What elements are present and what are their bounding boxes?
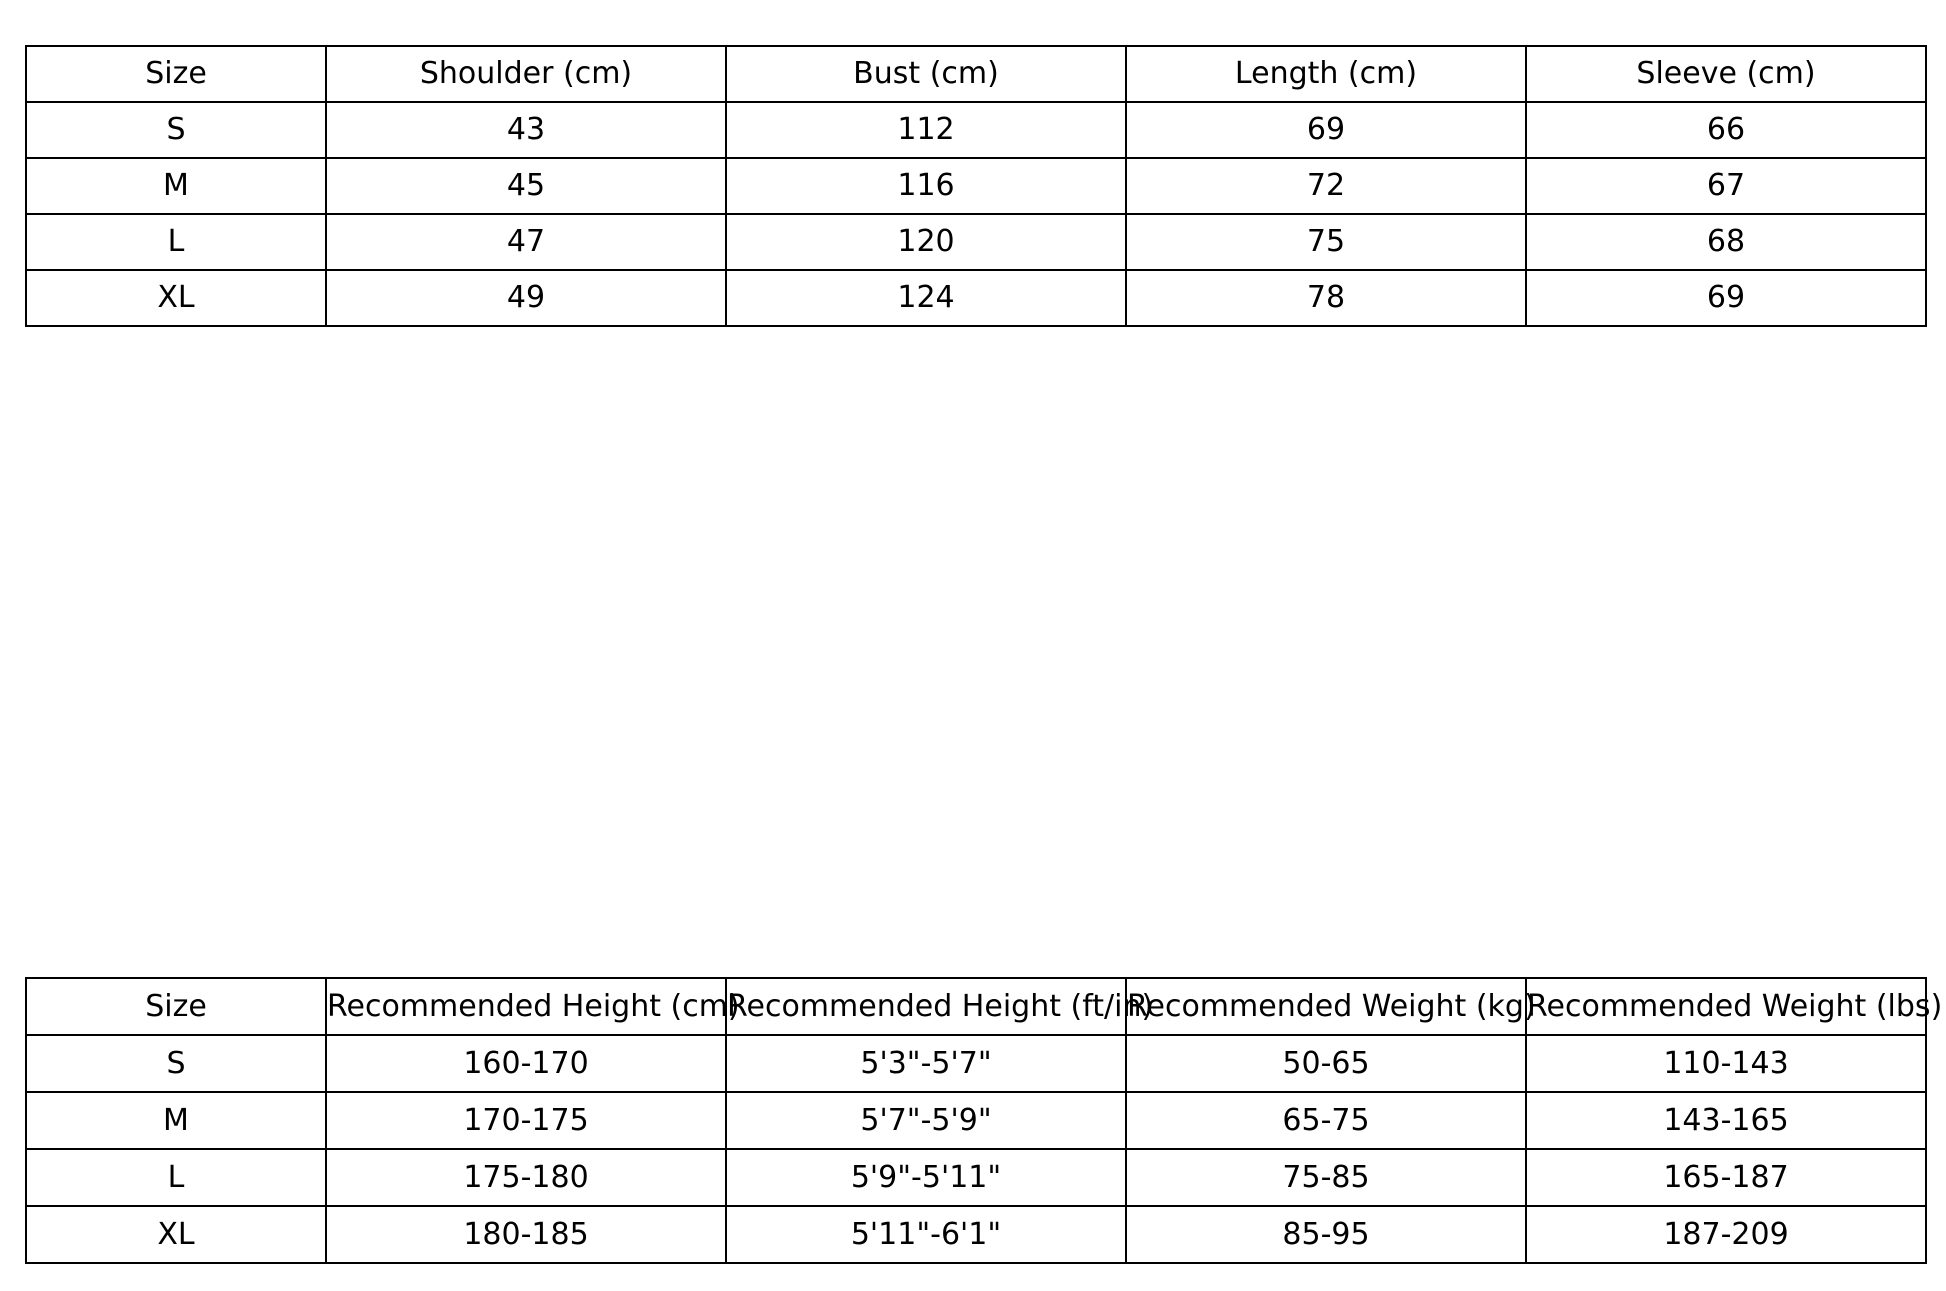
cell-weight-lbs: 187-209 bbox=[1526, 1206, 1926, 1263]
column-header-height-ftin bbox=[726, 978, 1154, 1035]
column-header-weight-lbs-label: Recommended Weight (lbs) bbox=[1527, 988, 1943, 1024]
cell-weight-lbs: 165-187 bbox=[1526, 1149, 1926, 1206]
cell-shoulder: 47 bbox=[326, 214, 726, 270]
table-row bbox=[26, 1092, 1926, 1149]
column-header-length: Length (cm) bbox=[1126, 46, 1526, 102]
cell-height-ftin: 5'11"-6'1" bbox=[726, 1206, 1126, 1263]
cell-length: 75 bbox=[1126, 214, 1526, 270]
cell-length: 72 bbox=[1126, 158, 1526, 214]
cell-sleeve: 68 bbox=[1526, 214, 1926, 270]
cell-weight-kg: 75-85 bbox=[1126, 1149, 1526, 1206]
table-row bbox=[26, 102, 1926, 158]
cell-sleeve: 67 bbox=[1526, 158, 1926, 214]
cell-sleeve: 69 bbox=[1526, 270, 1926, 326]
cell-size: XL bbox=[26, 270, 326, 326]
column-header-weight-lbs bbox=[1526, 978, 1943, 1035]
cell-height-ftin: 5'7"-5'9" bbox=[726, 1092, 1126, 1149]
cell-shoulder: 43 bbox=[326, 102, 726, 158]
table-row bbox=[26, 1149, 1926, 1206]
cell-weight-lbs: 110-143 bbox=[1526, 1035, 1926, 1092]
column-header-bust: Bust (cm) bbox=[726, 46, 1126, 102]
table-row bbox=[26, 158, 1926, 214]
column-header-weight-kg bbox=[1126, 978, 1536, 1035]
garment-measurements-table bbox=[25, 45, 1927, 327]
cell-size: M bbox=[26, 158, 326, 214]
cell-height-cm: 170-175 bbox=[326, 1092, 726, 1149]
cell-bust: 120 bbox=[726, 214, 1126, 270]
cell-weight-kg: 85-95 bbox=[1126, 1206, 1526, 1263]
column-header-size bbox=[26, 978, 326, 1035]
cell-height-cm: 180-185 bbox=[326, 1206, 726, 1263]
column-header-height-cm-label: Recommended Height (cm) bbox=[327, 988, 740, 1024]
column-header-sleeve: Sleeve (cm) bbox=[1526, 46, 1926, 102]
cell-height-ftin: 5'3"-5'7" bbox=[726, 1035, 1126, 1092]
table-header-row bbox=[26, 46, 1926, 102]
column-header-height-cm bbox=[326, 978, 740, 1035]
cell-size: S bbox=[26, 102, 326, 158]
cell-size: L bbox=[26, 214, 326, 270]
cell-length: 69 bbox=[1126, 102, 1526, 158]
cell-bust: 124 bbox=[726, 270, 1126, 326]
cell-bust: 112 bbox=[726, 102, 1126, 158]
cell-shoulder: 45 bbox=[326, 158, 726, 214]
column-header-size: Size bbox=[26, 46, 326, 102]
table-row bbox=[26, 1035, 1926, 1092]
cell-height-cm: 160-170 bbox=[326, 1035, 726, 1092]
cell-sleeve: 66 bbox=[1526, 102, 1926, 158]
cell-size: M bbox=[26, 1092, 326, 1149]
cell-length: 78 bbox=[1126, 270, 1526, 326]
cell-height-cm: 175-180 bbox=[326, 1149, 726, 1206]
cell-size: S bbox=[26, 1035, 326, 1092]
size-recommendations-table bbox=[25, 977, 1943, 1264]
cell-bust: 116 bbox=[726, 158, 1126, 214]
table-row bbox=[26, 270, 1926, 326]
cell-weight-kg: 50-65 bbox=[1126, 1035, 1526, 1092]
cell-height-ftin: 5'9"-5'11" bbox=[726, 1149, 1126, 1206]
column-header-weight-kg-label: Recommended Weight (kg) bbox=[1127, 988, 1536, 1024]
cell-weight-lbs: 143-165 bbox=[1526, 1092, 1926, 1149]
column-header-height-ftin-label: Recommended Height (ft/in) bbox=[727, 988, 1154, 1024]
table-row bbox=[26, 1206, 1926, 1263]
cell-weight-kg: 65-75 bbox=[1126, 1092, 1526, 1149]
column-header-shoulder: Shoulder (cm) bbox=[326, 46, 726, 102]
cell-size: XL bbox=[26, 1206, 326, 1263]
table-row bbox=[26, 214, 1926, 270]
column-header-size-label: Size bbox=[145, 988, 207, 1024]
cell-size: L bbox=[26, 1149, 326, 1206]
cell-shoulder: 49 bbox=[326, 270, 726, 326]
table-header-row bbox=[26, 978, 1926, 1035]
